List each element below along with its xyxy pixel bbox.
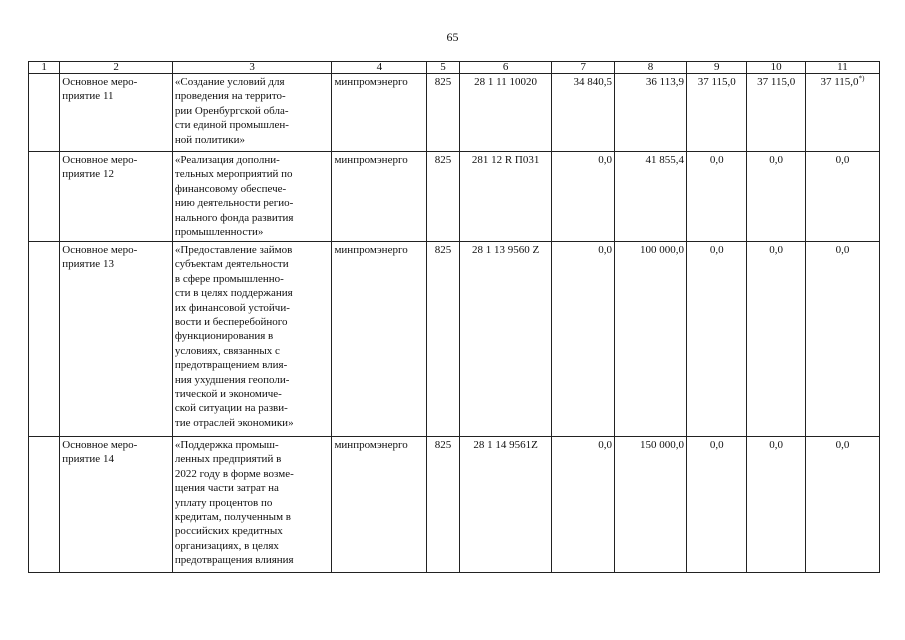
cell-description-line: финансовому обеспече- [174,182,287,195]
column-header-9: 9 [687,62,747,74]
cell-grbs-value: 825 [434,244,452,256]
cell-executor-value: минпромэнерго [334,154,408,166]
cell-executor-value: минпромэнерго [334,439,408,451]
column-header-10: 10 [747,62,805,74]
cell-year-4 [747,437,805,573]
cell-number [29,74,60,152]
cell-code-value: 28 1 14 9561Z [473,439,538,451]
cell-activity [60,437,173,573]
cell-grbs-value: 825 [434,76,452,88]
cell-activity-line: Основное меро- [62,439,138,451]
cell-description-line: тельных мероприятий по [174,168,293,181]
cell-activity-line: приятие 12 [62,168,114,181]
cell-description-line: щения части затрат на [174,482,279,495]
table-row [29,242,880,437]
cell-executor [332,437,427,573]
cell-year-5 [805,242,879,437]
cell-year-5-value: 0,0 [835,244,850,256]
cell-year-2-value: 36 113,9 [645,76,684,88]
cell-year-1-value: 0,0 [598,154,613,166]
cell-description [172,74,332,152]
table-row [29,152,880,242]
cell-description-line: нию деятельности регио- [174,197,294,210]
cell-year-2-value: 41 855,4 [645,154,684,166]
cell-number [29,152,60,242]
cell-activity-line: Основное меро- [62,154,138,166]
column-header-8: 8 [615,62,687,74]
cell-description [172,437,332,573]
cell-description-line: организациях, в целях [174,539,279,552]
cell-executor [332,74,427,152]
cell-executor-value: минпромэнерго [334,76,408,88]
cell-description-line: ной политики» [174,133,245,146]
cell-year-1 [552,242,615,437]
cell-year-3-value: 0,0 [709,154,724,166]
cell-activity-line: Основное меро- [62,76,138,88]
cell-description-line: ской ситуации на разви- [174,402,288,415]
page-number: 65 [446,30,459,44]
table-body [29,74,880,573]
cell-grbs [427,242,459,437]
cell-description-line: сти единой промышлен- [174,119,289,132]
cell-description-line: функционирования в [174,330,274,343]
cell-activity [60,74,173,152]
column-header-7: 7 [552,62,615,74]
cell-year-1-value: 0,0 [598,244,613,256]
cell-code-value: 281 12 R П031 [471,154,540,166]
cell-code [459,152,552,242]
column-header-11: 11 [805,62,879,74]
cell-year-5-value: 37 115,0 [820,76,859,88]
cell-description-line: кредитам, полученным в [174,511,291,524]
program-activities-table [28,61,880,573]
cell-year-3-value: 0,0 [709,439,724,451]
cell-description-line: тической и экономиче- [174,388,282,401]
cell-description-line: рии Оренбургской обла- [174,104,289,117]
cell-year-1 [552,74,615,152]
cell-year-4 [747,74,805,152]
table-row [29,437,880,573]
cell-grbs [427,74,459,152]
cell-description-line: 2022 году в форме возме- [174,467,294,480]
cell-year-3-value: 0,0 [709,244,724,256]
cell-grbs [427,152,459,242]
cell-executor [332,152,427,242]
cell-description-line: промышленности» [174,226,264,239]
cell-description-line: сти в целях поддержания [174,287,293,300]
column-header-4: 4 [332,62,427,74]
cell-description-line: уплату процентов по [174,496,273,509]
cell-description-line: в сфере промышленно- [174,272,284,285]
header-row [29,62,880,74]
cell-year-5 [805,152,879,242]
cell-description-line: «Предоставление займов [174,244,293,256]
cell-year-5-value: 0,0 [835,439,850,451]
cell-year-4-value: 0,0 [769,244,784,256]
cell-year-4-value: 0,0 [769,439,784,451]
cell-year-1-value: 0,0 [598,439,613,451]
cell-description-line: условиях, связанных с [174,344,280,357]
cell-number [29,437,60,573]
table-row [29,74,880,152]
cell-year-1 [552,152,615,242]
table-header [29,62,880,74]
cell-description-line: вости и бесперебойного [174,316,288,329]
cell-code [459,242,552,437]
cell-activity-line: приятие 14 [62,453,114,466]
cell-description [172,152,332,242]
cell-year-3 [687,74,747,152]
cell-year-2-value: 100 000,0 [640,244,684,256]
cell-description [172,242,332,437]
cell-code-value: 28 1 11 10020 [474,76,537,88]
cell-year-3 [687,437,747,573]
cell-description-line: нального фонда развития [174,211,294,224]
cell-code [459,74,552,152]
cell-year-5 [805,74,879,152]
footnote-marker: *) [858,74,865,83]
cell-description-line: российских кредитных [174,525,283,538]
cell-description-line: тие отраслей экономики» [174,416,294,429]
cell-year-5-value: 0,0 [835,154,850,166]
column-header-5: 5 [427,62,459,74]
cell-activity [60,242,173,437]
column-header-2: 2 [60,62,173,74]
cell-activity-line: приятие 13 [62,258,114,271]
cell-description-line: ленных предприятий в [174,453,282,466]
cell-grbs [427,437,459,573]
cell-year-2 [615,437,687,573]
cell-year-3 [687,242,747,437]
cell-description-line: предотвращения влияния [174,554,294,567]
cell-code-value: 28 1 13 9560 Z [471,244,540,256]
cell-description-line: «Поддержка промыш- [174,439,279,451]
cell-description-line: проведения на террито- [174,90,286,103]
cell-year-2-value: 150 000,0 [640,439,684,451]
cell-code [459,437,552,573]
cell-year-2 [615,74,687,152]
cell-number [29,242,60,437]
column-header-6: 6 [459,62,552,74]
cell-description-line: «Реализация дополни- [174,154,280,166]
cell-activity-line: Основное меро- [62,244,138,256]
cell-activity-line: приятие 11 [62,90,114,103]
cell-executor-value: минпромэнерго [334,244,408,256]
cell-year-4 [747,152,805,242]
cell-description-line: ния ухудшения геополи- [174,373,290,386]
cell-activity [60,152,173,242]
cell-year-1 [552,437,615,573]
column-header-3: 3 [172,62,332,74]
cell-grbs-value: 825 [434,154,452,166]
cell-description-line: предотвращением влия- [174,359,288,372]
cell-year-4-value: 37 115,0 [757,76,796,88]
cell-executor [332,242,427,437]
cell-year-1-value: 34 840,5 [573,76,613,88]
cell-year-2 [615,152,687,242]
cell-year-4-value: 0,0 [769,154,784,166]
cell-year-3-value: 37 115,0 [697,76,736,88]
cell-description-line: «Создание условий для [174,76,285,88]
cell-year-5 [805,437,879,573]
cell-grbs-value: 825 [434,439,452,451]
cell-year-3 [687,152,747,242]
cell-description-line: их финансовой устойчи- [174,301,290,314]
cell-year-2 [615,242,687,437]
cell-description-line: субъектам деятельности [174,258,289,271]
cell-year-4 [747,242,805,437]
column-header-1: 1 [29,62,60,74]
